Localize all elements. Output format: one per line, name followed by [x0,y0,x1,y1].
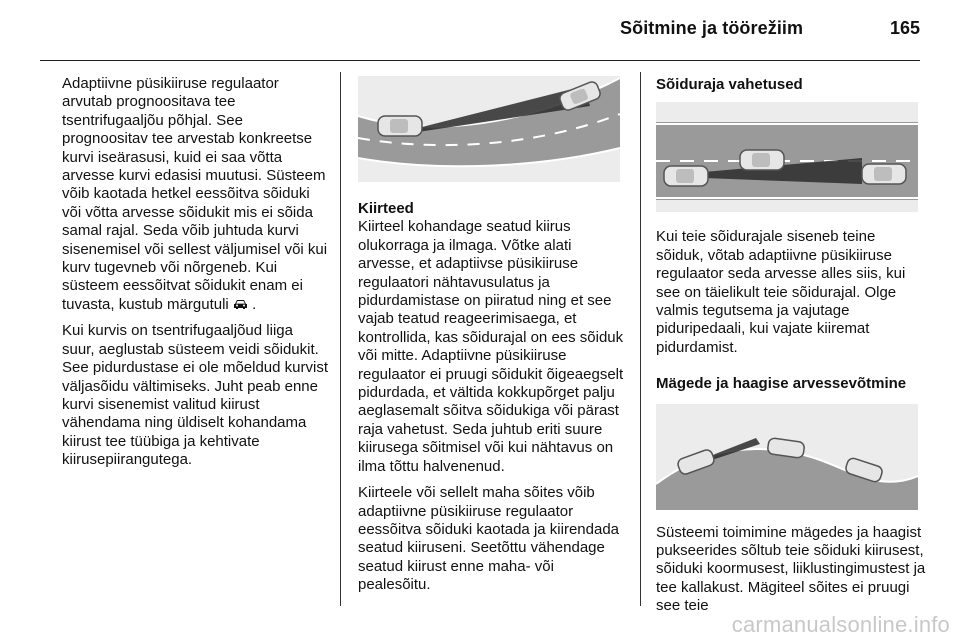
column-3 [656,76,926,624]
paragraph: Kiirteel kohandage seatud kiirus olukorraga ja ilmaga. Võtke alati arvesse, et adaptiivse püsikiiruse regulaatori nähtavusulatus ja pidurdamistase on piiratud ning et see vajab teatud reageerimisaega, et kontrollida, kas sõidurajal on ees sõiduk või mitte. Adaptiivne püsikiiruse regulaator ei pruugi sõidukit õigeaegselt pidurdada, et vältida kokkupõrget palju aeglasemalt sõitva sõidukiga või pärast raja vahetust. Seda juhtub eriti suure kiirusega sõitmisel või kui nähtavus on ilma tõttu halvenenud. [358,218,624,475]
paragraph: Kiirteele või sellelt maha sõites võib adaptiivne püsikiiruse regulaator eessõitva sõiduki kaotada ja kiirendada seatud kiiruseni. Seetõttu vähendage seatud kiirust enne maha- või pealesõitu. [358,484,619,594]
paragraph: Kui teie sõidurajale siseneb teine sõiduk, võtab adaptiivne püsikiiruse regulaator seda arvesse alles siis, kui see on täielikult teie sõidurajal. Olge valmis tegutsema ja vajutage piduripedaali, kui vajate kiiremat pidurdamist. [656,228,906,356]
column-divider [640,72,641,606]
highway-curve-illustration [358,76,620,182]
section-heading: Sõiduraja vahetused [656,76,803,93]
section-heading: Mägede ja haagise arvessevõtmine [656,375,907,393]
watermark: carmanualsonline.info [731,612,950,637]
paragraph-end: . [252,295,257,313]
paragraph [62,75,328,314]
column-divider [340,72,341,606]
paragraph: Kui kurvis on tsentrifugaaljõud liiga suur, aeglustab süsteem veidi sõidukit. See pidurdustase ei ole mõeldud kurvist väljasõidu vältimiseks. Juht peab enne kurvi sisenemist valitud kiirust vähendama ning üldiselt kohandama kiirust tee tüübiga ja kehtivate kiirusepiirangutega. [62,322,328,469]
column-2 [358,76,626,603]
page-number: 165 [890,18,921,38]
header-divider [40,60,920,61]
page-title: Sõitmine ja töörežiim [620,18,804,38]
hill-driving-illustration [656,404,918,510]
paragraph: Süsteemi toimimine mägedes ja haagist pukseerides sõltub teie sõiduki kiirusest, sõiduki koormusest, liiklustingimustest ja tee kallakust. Mägiteel sõites ei pruugi see teie [656,523,926,615]
column-1 [62,75,328,478]
section-heading: Kiirteed [358,200,414,217]
lane-change-illustration [656,102,918,212]
car-front-icon [233,296,252,313]
paragraph-text: Adaptiivne püsikiiruse regulaator arvutab prognoositava tee tsentrifugaaljõu põhjal. See prognoositav tee arvestab konkreetse kurvi iseärasusi, kuid ei saa võtta arvesse kurvi edasisi muutusi. Süsteem võib kaotada hetkel eessõitva sõiduki või võtta arvesse sõidukit mis ei sõida samal rajal. Seda võib juhtuda kurvi sisenemisel või sellest väljumisel või kui kurv tugevneb või nõrgeneb. Kui süsteem eessõitvat sõidukit enam ei tuvasta, kustub märgutuli [62,75,328,313]
